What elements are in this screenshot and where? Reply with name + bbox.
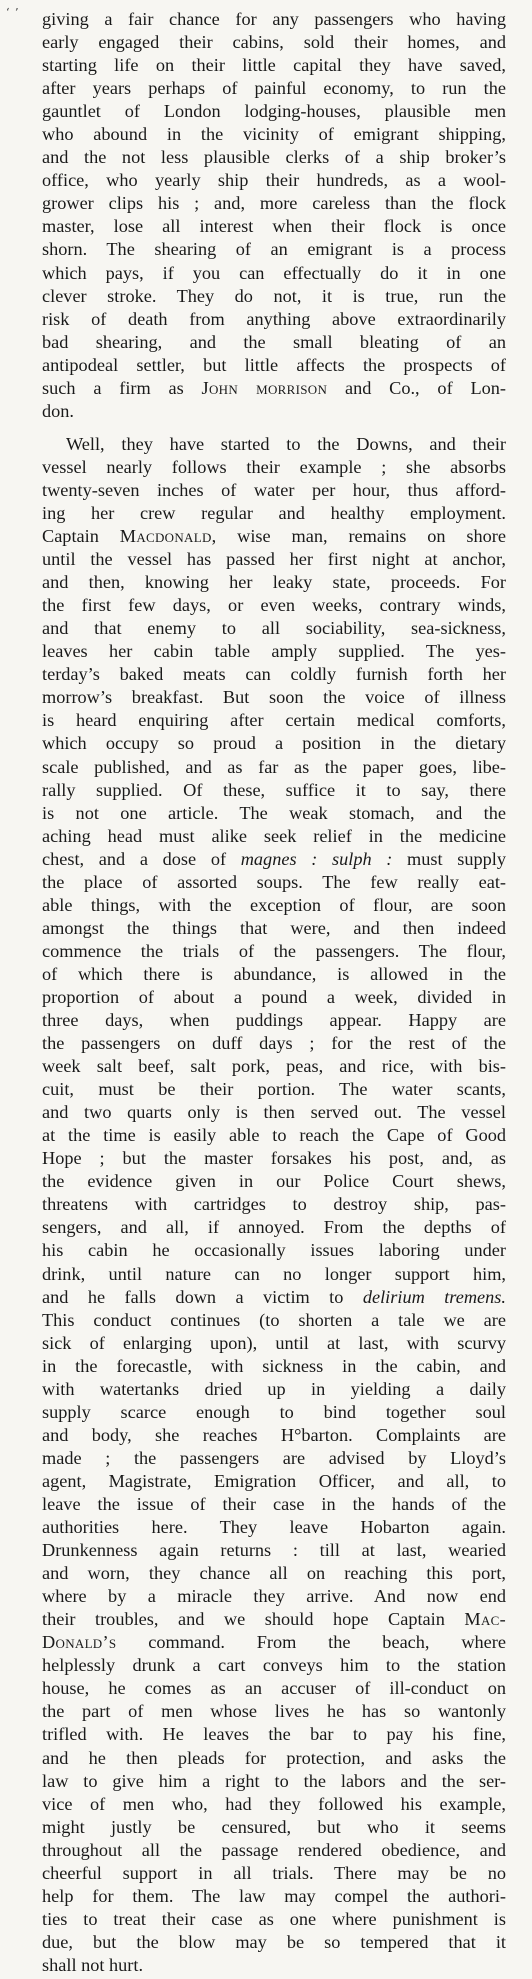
- text-line: law to give him a right to the labors and the ser-: [42, 1770, 506, 1791]
- text-line: at the time is easily able to reach the Cape of Good: [42, 1125, 506, 1146]
- paragraph-gap: [42, 423, 506, 433]
- italic-phrase: magnes : sulph :: [240, 848, 393, 869]
- text-line: the place of assorted soups. The few really eat-: [42, 871, 506, 892]
- text-line: ing her crew regular and healthy employment.: [42, 502, 506, 523]
- text-line: might justly be censured, but who it seems: [42, 1816, 506, 1837]
- text-line: and body, she reaches H°barton. Complaints are: [42, 1424, 506, 1445]
- text-line: shorn. The shearing of an emigrant is a process: [42, 239, 506, 260]
- text-line: the passengers on duff days ; for the rest of the: [42, 1033, 506, 1054]
- text-line: throughout all the passage rendered obedience, and: [42, 1839, 506, 1860]
- text-line: with watertanks dried up in yielding a daily: [42, 1378, 506, 1399]
- text-line: Captain Macdonald, wise man, remains on shore: [42, 526, 506, 547]
- text-line: bad shearing, and the small bleating of an: [42, 331, 506, 352]
- text-line: sengers, and all, if annoyed. From the depths of: [42, 1217, 506, 1238]
- text-line: drink, until nature can no longer support him,: [42, 1263, 506, 1284]
- text-line: don.: [42, 400, 74, 421]
- text-line: week salt beef, salt pork, peas, and rice, with bis-: [42, 1056, 506, 1077]
- paragraph-2: [42, 433, 506, 1977]
- text-line: where by a miracle they arrive. And now end: [42, 1586, 506, 1607]
- text-line: starting life on their little capital they have saved,: [42, 55, 506, 76]
- text-line: his cabin he occasionally issues laboring under: [42, 1240, 506, 1261]
- margin-marks: ‘ ’: [6, 6, 20, 19]
- small-caps-name: Macdonald: [119, 526, 212, 547]
- text-line: master, lose all interest when their flock is once: [42, 216, 506, 237]
- text-line: cuit, must be their portion. The water scants,: [42, 1079, 506, 1100]
- text-line: and then, knowing her leaky state, proceeds. For: [42, 572, 506, 593]
- text-line: is heard enquiring after certain medical comforts,: [42, 710, 506, 731]
- text-line: who abound in the vicinity of emigrant shipping,: [42, 124, 506, 145]
- small-caps-name: John morrison: [201, 377, 328, 398]
- text-line: vessel nearly follows their example ; she absorbs: [42, 456, 506, 477]
- text-line: gauntlet of London lodging-houses, plausible men: [42, 101, 506, 122]
- text-line: Donald’s command. From the beach, where: [42, 1632, 506, 1653]
- text-line: cheerful support in all trials. There may be no: [42, 1862, 506, 1883]
- text-line: twenty-seven inches of water per hour, thus afford-: [42, 479, 506, 500]
- text-line: the part of men whose lives he has so wantonly: [42, 1701, 506, 1722]
- text-line: authorities here. They leave Hobarton again.: [42, 1517, 506, 1538]
- article-column: [42, 8, 506, 1977]
- text-line: grower clips his ; and, more careless than the flock: [42, 193, 506, 214]
- text-line: of which there is abundance, is allowed in the: [42, 963, 506, 984]
- text-line: leaves her cabin table amply supplied. The yes-: [42, 641, 506, 662]
- text-line: and that enemy to all sociability, sea-sickness,: [42, 618, 506, 639]
- text-line: commence the trials of the passengers. The flour,: [42, 940, 506, 961]
- text-line: trifled with. He leaves the bar to pay his fine,: [42, 1724, 506, 1745]
- text-line: the first few days, or even weeks, contrary winds,: [42, 595, 506, 616]
- text-line: is not one article. The weak stomach, and the: [42, 802, 506, 823]
- text-line: which occupy so proud a position in the dietary: [42, 733, 506, 754]
- text-line: help for them. The law may compel the authori-: [42, 1885, 506, 1906]
- text-line: proportion of about a pound a week, divided in: [42, 986, 506, 1007]
- text-line: chest, and a dose of magnes : sulph : must supply: [42, 848, 506, 869]
- text-line: able things, with the exception of flour, are soon: [42, 894, 506, 915]
- small-caps-name: Mac-: [464, 1609, 506, 1630]
- text-line: Well, they have started to the Downs, and their: [66, 433, 506, 454]
- text-line: office, who yearly ship their hundreds, as a wool-: [42, 170, 506, 191]
- text-line: such a firm as John morrison and Co., of Lon-: [42, 377, 506, 398]
- text-line: shall not hurt.: [42, 1954, 144, 1975]
- text-line: supply scarce enough to bind together soul: [42, 1401, 506, 1422]
- text-line: amongst the things that were, and then indeed: [42, 917, 506, 938]
- paragraph-1: [42, 8, 506, 423]
- text-line: clever stroke. They do not, it is true, run the: [42, 285, 506, 306]
- text-line: agent, Magistrate, Emigration Officer, and all, to: [42, 1470, 506, 1491]
- text-line: their troubles, and we should hope Captain Mac-: [42, 1609, 506, 1630]
- text-line: and he then pleads for protection, and asks the: [42, 1747, 506, 1768]
- text-line: morrow’s breakfast. But soon the voice of illness: [42, 687, 506, 708]
- text-line: Hope ; but the master forsakes his post, and, as: [42, 1148, 506, 1169]
- text-line: scale published, and as far as the paper goes, libe-: [42, 756, 506, 777]
- text-line: and worn, they chance all on reaching this port,: [42, 1563, 506, 1584]
- text-line: leave the issue of their case in the hands of the: [42, 1494, 506, 1514]
- text-line: vice of men who, had they followed his example,: [42, 1793, 506, 1814]
- text-line: rally supplied. Of these, suffice it to say, there: [42, 779, 506, 800]
- text-line: Drunkenness again returns : till at last, wearied: [42, 1540, 506, 1561]
- text-line: house, he comes as an accuser of ill-conduct on: [42, 1678, 506, 1699]
- text-line: helplessly drunk a cart conveys him to the station: [42, 1655, 506, 1676]
- text-line: due, but the blow may be so tempered that it: [42, 1931, 506, 1952]
- text-line: threatens with cartridges to destroy ship, pas-: [42, 1194, 506, 1215]
- text-line: This conduct continues (to shorten a tale we are: [42, 1309, 506, 1330]
- text-line: giving a fair chance for any passengers who having: [42, 9, 506, 29]
- text-line: three days, when puddings appear. Happy are: [42, 1010, 506, 1031]
- text-line: the evidence given in our Police Court shews,: [42, 1171, 506, 1192]
- text-line: terday’s baked meats can coldly furnish forth her: [42, 664, 506, 685]
- text-line: and two quarts only is then served out. The vessel: [42, 1102, 506, 1123]
- text-line: aching head must alike seek relief in the medicine: [42, 825, 506, 846]
- text-line: early engaged their cabins, sold their homes, and: [42, 32, 506, 53]
- text-line: and the not less plausible clerks of a ship broker’s: [42, 147, 506, 168]
- text-line: sick of enlarging upon), until at last, with scurvy: [42, 1332, 506, 1353]
- italic-phrase: delirium tremens.: [362, 1286, 506, 1307]
- text-line: and he falls down a victim to delirium tremens.: [42, 1286, 506, 1307]
- text-line: made ; the passengers are advised by Lloyd’s: [42, 1447, 506, 1468]
- text-line: antipodeal settler, but little affects the prospects of: [42, 354, 506, 375]
- text-line: after years perhaps of painful economy, to run the: [42, 78, 506, 99]
- text-line: which pays, if you can effectually do it in one: [42, 262, 506, 283]
- small-caps-name: Donald’s: [42, 1632, 117, 1653]
- text-line: in the forecastle, with sickness in the cabin, and: [42, 1355, 506, 1376]
- text-line: until the vessel has passed her first night at anchor,: [42, 549, 506, 570]
- text-line: risk of death from anything above extraordinarily: [42, 308, 506, 329]
- text-line: ties to treat their case as one where punishment is: [42, 1908, 506, 1929]
